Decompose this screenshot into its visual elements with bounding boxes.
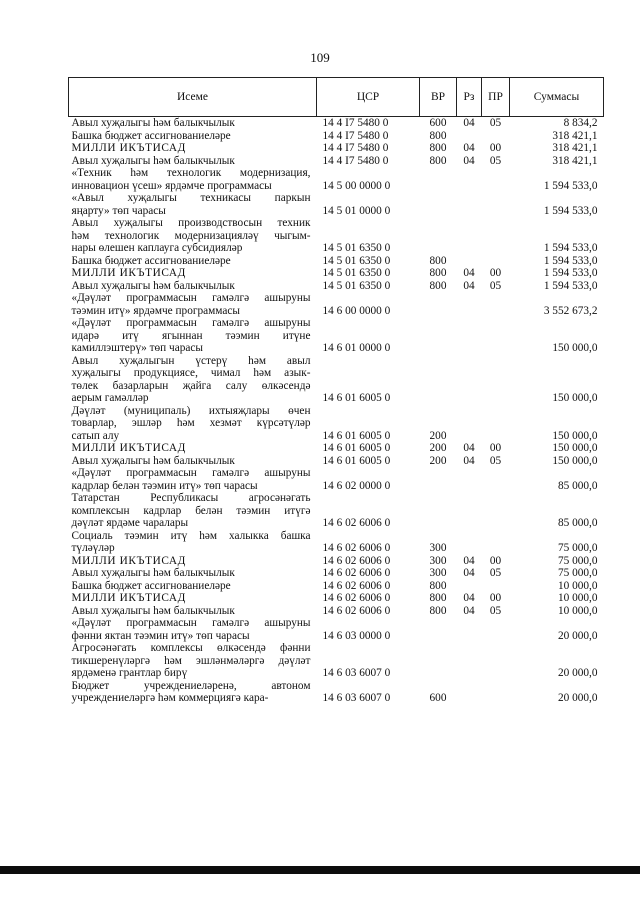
row-vr: 800 bbox=[429, 254, 447, 267]
row-vr bbox=[420, 292, 457, 317]
row-name-line: Бюджет учреждениеләренә, автоном bbox=[71, 679, 311, 692]
row-rz bbox=[457, 680, 482, 705]
row-sum: 1 594 533,0 bbox=[543, 242, 598, 254]
row-name-line: тикшеренүләргә һәм эшләнмәләргә дәүләт bbox=[71, 654, 311, 667]
row-name-line: МИЛЛИ ИКЪТИСАД bbox=[71, 554, 186, 567]
row-name bbox=[69, 605, 317, 618]
row-rz bbox=[457, 355, 482, 405]
row-rz bbox=[457, 642, 482, 680]
row-csr: 14 6 01 6005 0 bbox=[322, 454, 391, 467]
table-row bbox=[69, 317, 604, 355]
table-row bbox=[69, 192, 604, 217]
row-sum: 1 594 533,0 bbox=[543, 179, 598, 192]
row-pr: 05 bbox=[489, 567, 502, 579]
table-row bbox=[69, 117, 604, 130]
row-name bbox=[69, 567, 317, 580]
row-pr bbox=[482, 217, 510, 255]
row-vr: 800 bbox=[429, 604, 447, 617]
row-name bbox=[69, 680, 317, 705]
header-vr: ВР bbox=[420, 78, 457, 117]
table-row bbox=[69, 405, 604, 443]
row-name-line: Башка бюджет ассигнованиеләре bbox=[71, 129, 231, 142]
row-vr: 600 bbox=[429, 692, 447, 704]
row-pr bbox=[482, 167, 510, 192]
table-row bbox=[69, 355, 604, 405]
row-vr: 800 bbox=[429, 267, 447, 279]
row-pr bbox=[482, 192, 510, 217]
row-name-line: Дәүләт (муниципаль) ихтыяҗлары өчен bbox=[71, 404, 311, 417]
row-name bbox=[69, 217, 317, 255]
row-sum: 75 000,0 bbox=[557, 554, 598, 567]
page-number: 109 bbox=[310, 50, 330, 65]
row-rz: 04 bbox=[463, 604, 475, 617]
row-name bbox=[69, 492, 317, 530]
table-row bbox=[69, 442, 604, 455]
row-csr: 14 6 02 6006 0 bbox=[322, 604, 391, 617]
row-name bbox=[69, 130, 317, 143]
row-name bbox=[69, 617, 317, 642]
row-name-line: сатып алу bbox=[71, 429, 120, 442]
row-name-line: Авыл хуҗалыгы һәм балыкчылык bbox=[71, 567, 235, 579]
header-csr: ЦСР bbox=[317, 78, 420, 117]
row-name bbox=[69, 142, 317, 155]
row-name-line: Авыл хуҗалыгы һәм балыкчылык bbox=[71, 279, 235, 292]
row-name-line: фәнни яктан тәэмин итү» төп чарасы bbox=[71, 629, 250, 642]
row-vr: 800 bbox=[429, 592, 447, 604]
row-vr: 600 bbox=[429, 117, 447, 129]
row-name bbox=[69, 192, 317, 217]
header-sum: Суммасы bbox=[510, 78, 604, 117]
row-pr: 00 bbox=[489, 442, 502, 454]
row-vr bbox=[420, 492, 457, 530]
row-name-line: «Техник һәм технологик модернизация, bbox=[71, 167, 311, 179]
table-header bbox=[69, 78, 604, 117]
row-sum: 10 000,0 bbox=[557, 579, 598, 592]
row-rz: 04 bbox=[463, 554, 475, 567]
row-csr: 14 6 01 6005 0 bbox=[322, 429, 391, 442]
row-pr bbox=[482, 580, 510, 593]
row-name-line: Татарстан Республикасы агросәнәгать bbox=[71, 492, 311, 504]
table-row bbox=[69, 580, 604, 593]
table-body bbox=[69, 117, 604, 705]
row-rz: 04 bbox=[463, 567, 475, 579]
table-row bbox=[69, 217, 604, 255]
row-name bbox=[69, 117, 317, 130]
table-row bbox=[69, 267, 604, 280]
row-vr bbox=[420, 317, 457, 355]
row-name-line: «Авыл хуҗалыгы техникасы паркын bbox=[71, 192, 311, 204]
header-name: Исеме bbox=[69, 78, 317, 117]
row-csr: 14 5 01 6350 0 bbox=[322, 279, 391, 292]
row-sum: 20 000,0 bbox=[557, 667, 598, 679]
row-sum: 318 421,1 bbox=[552, 129, 598, 142]
row-csr: 14 6 01 0000 0 bbox=[322, 342, 391, 354]
table-row bbox=[69, 592, 604, 605]
row-name-line: төлек базарларын җайга салу өлкәсендә bbox=[71, 379, 311, 392]
row-name-line: Авыл хуҗалыгы производствосын техник bbox=[71, 217, 311, 229]
row-csr: 14 5 01 6350 0 bbox=[322, 267, 391, 279]
row-pr bbox=[482, 642, 510, 680]
row-name bbox=[69, 355, 317, 405]
row-rz bbox=[457, 467, 482, 492]
row-sum: 3 552 673,2 bbox=[543, 304, 598, 317]
budget-table bbox=[68, 77, 604, 705]
row-pr: 00 bbox=[489, 554, 502, 567]
row-name bbox=[69, 592, 317, 605]
row-vr bbox=[420, 467, 457, 492]
row-name-line: МИЛЛИ ИКЪТИСАД bbox=[71, 267, 186, 279]
row-vr: 800 bbox=[429, 579, 447, 592]
row-pr bbox=[482, 355, 510, 405]
row-pr bbox=[482, 467, 510, 492]
row-name bbox=[69, 442, 317, 455]
row-sum: 75 000,0 bbox=[557, 567, 598, 579]
table-row bbox=[69, 255, 604, 268]
row-csr: 14 6 03 6007 0 bbox=[322, 692, 391, 704]
row-name bbox=[69, 642, 317, 680]
row-csr: 14 5 00 0000 0 bbox=[322, 179, 391, 192]
row-name-line: һәм технологик модернизацияләү чыгым- bbox=[71, 229, 311, 242]
row-pr: 05 bbox=[489, 117, 502, 129]
row-rz bbox=[457, 255, 482, 268]
row-name-line: хуҗалыгы продукциясе, чимал һәм азык- bbox=[71, 367, 311, 379]
header-pr: ПР bbox=[482, 78, 510, 117]
row-csr: 14 6 02 6006 0 bbox=[322, 554, 391, 567]
table-row bbox=[69, 492, 604, 530]
row-sum: 10 000,0 bbox=[557, 592, 598, 604]
row-name-line: түләүләр bbox=[71, 542, 115, 554]
row-csr: 14 6 01 6005 0 bbox=[322, 442, 391, 454]
row-name-line: Авыл хуҗалыгы һәм балыкчылык bbox=[71, 154, 235, 167]
row-vr: 800 bbox=[429, 154, 447, 167]
row-rz bbox=[457, 317, 482, 355]
row-sum: 85 000,0 bbox=[557, 479, 598, 492]
header-rz: Рз bbox=[457, 78, 482, 117]
row-name-line: МИЛЛИ ИКЪТИСАД bbox=[71, 592, 186, 604]
row-csr: 14 6 02 6006 0 bbox=[322, 592, 391, 604]
row-rz bbox=[457, 167, 482, 192]
row-rz: 04 bbox=[463, 592, 475, 604]
row-pr: 00 bbox=[489, 142, 502, 154]
row-name bbox=[69, 280, 317, 293]
row-csr: 14 4 I7 5480 0 bbox=[322, 142, 389, 154]
row-name-line: идарә итү ягыннан тәэмин итүне bbox=[71, 329, 311, 342]
row-name bbox=[69, 317, 317, 355]
row-pr: 00 bbox=[489, 592, 502, 604]
row-pr bbox=[482, 530, 510, 555]
row-vr: 300 bbox=[429, 554, 447, 567]
table-row bbox=[69, 605, 604, 618]
row-csr: 14 6 02 6006 0 bbox=[322, 542, 391, 554]
row-pr: 05 bbox=[489, 604, 502, 617]
row-vr: 200 bbox=[429, 429, 447, 442]
row-vr: 300 bbox=[429, 567, 447, 579]
row-name-line: «Дәүләт программасын гамәлгә ашыруны bbox=[71, 467, 311, 479]
row-pr bbox=[482, 292, 510, 317]
row-sum: 318 421,1 bbox=[552, 154, 598, 167]
row-rz: 04 bbox=[463, 117, 475, 129]
row-sum: 1 594 533,0 bbox=[543, 279, 598, 292]
row-vr bbox=[420, 617, 457, 642]
row-rz bbox=[457, 292, 482, 317]
row-rz bbox=[457, 530, 482, 555]
row-sum: 150 000,0 bbox=[552, 342, 598, 354]
row-name-line: комплексын кадрлар белән тәэмин итүгә bbox=[71, 504, 311, 517]
row-rz bbox=[457, 405, 482, 443]
row-name bbox=[69, 155, 317, 168]
table-row bbox=[69, 555, 604, 568]
row-sum: 10 000,0 bbox=[557, 604, 598, 617]
row-rz bbox=[457, 217, 482, 255]
row-rz: 04 bbox=[463, 142, 475, 154]
row-rz: 04 bbox=[463, 454, 475, 467]
row-pr: 05 bbox=[489, 454, 502, 467]
table-row bbox=[69, 567, 604, 580]
row-name bbox=[69, 580, 317, 593]
row-rz: 04 bbox=[463, 442, 475, 454]
table-row bbox=[69, 292, 604, 317]
row-name bbox=[69, 467, 317, 492]
row-sum: 85 000,0 bbox=[557, 517, 598, 529]
row-sum: 75 000,0 bbox=[557, 542, 598, 554]
row-rz: 04 bbox=[463, 279, 475, 292]
row-name bbox=[69, 267, 317, 280]
row-csr: 14 6 02 6006 0 bbox=[322, 579, 391, 592]
row-csr: 14 5 01 0000 0 bbox=[322, 204, 391, 217]
table-row bbox=[69, 617, 604, 642]
row-sum: 1 594 533,0 bbox=[543, 254, 598, 267]
table-row bbox=[69, 155, 604, 168]
row-rz bbox=[457, 492, 482, 530]
row-name-line: Авыл хуҗалыгы һәм балыкчылык bbox=[71, 454, 235, 467]
row-csr: 14 4 I7 5480 0 bbox=[322, 129, 389, 142]
row-sum: 150 000,0 bbox=[552, 454, 598, 467]
row-name-line: кадрлар белән тәэмин итү» төп чарасы bbox=[71, 479, 258, 492]
row-sum: 150 000,0 bbox=[552, 429, 598, 442]
row-pr: 00 bbox=[489, 267, 502, 279]
row-vr bbox=[420, 355, 457, 405]
row-name-line: МИЛЛИ ИКЪТИСАД bbox=[71, 442, 186, 454]
row-pr bbox=[482, 317, 510, 355]
row-csr: 14 6 01 6005 0 bbox=[322, 392, 391, 404]
row-name-line: аерым гамәлләр bbox=[71, 392, 149, 404]
row-vr: 800 bbox=[429, 142, 447, 154]
row-vr: 800 bbox=[429, 129, 447, 142]
row-csr: 14 4 I7 5480 0 bbox=[322, 154, 389, 167]
row-name-line: ярдәменә грантлар бирү bbox=[71, 667, 188, 679]
row-name bbox=[69, 292, 317, 317]
row-name-line: «Дәүләт программасын гамәлгә ашыруны bbox=[71, 292, 311, 304]
row-vr: 200 bbox=[429, 454, 447, 467]
row-name-line: «Дәүләт программасын гамәлгә ашыруны bbox=[71, 617, 311, 629]
row-name bbox=[69, 555, 317, 568]
row-name bbox=[69, 405, 317, 443]
row-vr: 800 bbox=[429, 279, 447, 292]
table-row bbox=[69, 142, 604, 155]
row-sum: 1 594 533,0 bbox=[543, 267, 598, 279]
row-pr bbox=[482, 130, 510, 143]
row-rz bbox=[457, 580, 482, 593]
table-row bbox=[69, 130, 604, 143]
row-vr bbox=[420, 642, 457, 680]
table-row bbox=[69, 455, 604, 468]
row-csr: 14 5 01 6350 0 bbox=[322, 254, 391, 267]
table-row bbox=[69, 642, 604, 680]
row-name-line: инновацион үсеш» ярдәмче программасы bbox=[71, 179, 272, 192]
row-sum: 1 594 533,0 bbox=[543, 204, 598, 217]
row-pr bbox=[482, 492, 510, 530]
row-csr: 14 6 02 0000 0 bbox=[322, 479, 391, 492]
row-csr: 14 6 02 6006 0 bbox=[322, 517, 391, 529]
row-name-line: «Дәүләт программасын гамәлгә ашыруны bbox=[71, 317, 311, 329]
table-row bbox=[69, 467, 604, 492]
row-name bbox=[69, 530, 317, 555]
row-name-line: Авыл хуҗалыгы һәм балыкчылык bbox=[71, 117, 235, 129]
table-row bbox=[69, 167, 604, 192]
row-rz bbox=[457, 130, 482, 143]
row-vr: 300 bbox=[429, 542, 447, 554]
row-pr: 05 bbox=[489, 154, 502, 167]
row-sum: 150 000,0 bbox=[552, 442, 598, 454]
row-name bbox=[69, 255, 317, 268]
bottom-scan-border bbox=[0, 866, 640, 874]
row-csr: 14 4 I7 5480 0 bbox=[322, 117, 389, 129]
row-vr bbox=[420, 217, 457, 255]
row-sum: 318 421,1 bbox=[552, 142, 598, 154]
row-name bbox=[69, 167, 317, 192]
row-vr: 200 bbox=[429, 442, 447, 454]
row-sum: 20 000,0 bbox=[557, 692, 598, 704]
row-csr: 14 5 01 6350 0 bbox=[322, 242, 391, 254]
row-name-line: яңарту» төп чарасы bbox=[71, 204, 166, 217]
row-name-line: Авыл хуҗалыгы һәм балыкчылык bbox=[71, 604, 235, 617]
row-name-line: Социаль тәэмин итү һәм халыкка башка bbox=[71, 529, 311, 542]
row-vr bbox=[420, 192, 457, 217]
row-rz: 04 bbox=[463, 154, 475, 167]
row-csr: 14 6 03 0000 0 bbox=[322, 629, 391, 642]
row-pr bbox=[482, 255, 510, 268]
table-row bbox=[69, 680, 604, 705]
row-name-line: товарлар, эшләр һәм хезмәт күрсәтүләр bbox=[71, 417, 311, 429]
row-name-line: МИЛЛИ ИКЪТИСАД bbox=[71, 142, 186, 154]
row-name-line: Авыл хуҗалыгын үстерү һәм авыл bbox=[71, 354, 311, 367]
row-sum: 150 000,0 bbox=[552, 392, 598, 404]
table-row bbox=[69, 280, 604, 293]
row-csr: 14 6 03 6007 0 bbox=[322, 667, 391, 679]
row-pr bbox=[482, 680, 510, 705]
row-vr bbox=[420, 167, 457, 192]
row-csr: 14 6 00 0000 0 bbox=[322, 304, 391, 317]
row-sum: 8 834,2 bbox=[563, 117, 598, 129]
row-pr bbox=[482, 405, 510, 443]
row-name-line: Агросәнәгать комплексы өлкәсендә фәнни bbox=[71, 642, 311, 654]
row-pr bbox=[482, 617, 510, 642]
row-name-line: учреждениеләргә һәм коммерциягә кара- bbox=[71, 692, 269, 704]
row-name-line: дәүләт ярдәме чаралары bbox=[71, 517, 189, 529]
row-name-line: нары өлешен каплауга субсидияләр bbox=[71, 242, 243, 254]
table-row bbox=[69, 530, 604, 555]
row-rz: 04 bbox=[463, 267, 475, 279]
row-rz bbox=[457, 192, 482, 217]
row-name-line: Башка бюджет ассигнованиеләре bbox=[71, 254, 231, 267]
row-name-line: камиллэштерү» төп чарасы bbox=[71, 342, 203, 354]
row-name bbox=[69, 455, 317, 468]
row-sum: 20 000,0 bbox=[557, 629, 598, 642]
row-pr: 05 bbox=[489, 279, 502, 292]
row-name-line: тәэмин итү» ярдәмче программасы bbox=[71, 304, 240, 317]
row-name-line: Башка бюджет ассигнованиеләре bbox=[71, 579, 231, 592]
row-csr: 14 6 02 6006 0 bbox=[322, 567, 391, 579]
row-rz bbox=[457, 617, 482, 642]
